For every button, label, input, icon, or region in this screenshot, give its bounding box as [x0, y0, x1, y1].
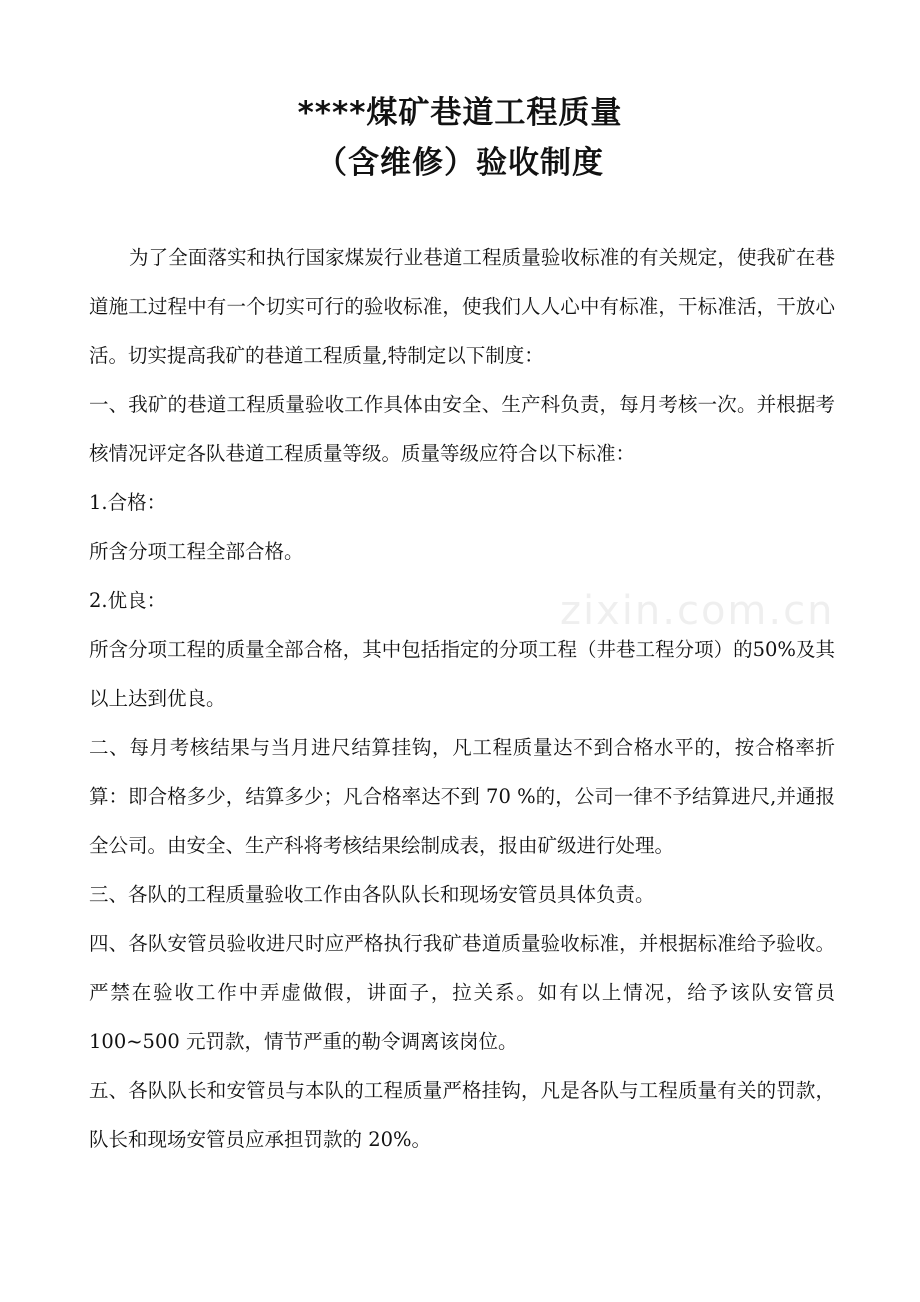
grade-excellent-heading: 2.优良：	[89, 589, 167, 612]
document-body	[89, 233, 835, 1164]
section-3-paragraph: 三、各队的工程质量验收工作由各队队长和现场安管员具体负责。	[89, 883, 655, 906]
section-4-paragraph: 四、各队安管员验收进尺时应严格执行我矿巷道质量验收标准，并根据标准给予验收。严禁在验收工作中弄虚做假，讲面子，拉关系。如有以上情况，给予该队安管员 100~500 元罚款，情节严重的勒令调离该岗位。	[89, 932, 835, 1053]
grade-qualified-heading: 1.合格：	[89, 491, 167, 514]
grade-qualified-text: 所含分项工程全部合格。	[89, 540, 304, 563]
section-1-paragraph: 一、我矿的巷道工程质量验收工作具体由安全、生产科负责，每月考核一次。并根据考核情况评定各队巷道工程质量等级。质量等级应符合以下标准：	[89, 393, 835, 465]
section-5-paragraph: 五、各队队长和安管员与本队的工程质量严格挂钩，凡是各队与工程质量有关的罚款，队长和现场安管员应承担罚款的 20%。	[89, 1079, 835, 1151]
document-title-line-2: （含维修）验收制度	[316, 145, 604, 181]
intro-paragraph: 为了全面落实和执行国家煤炭行业巷道工程质量验收标准的有关规定，使我矿在巷道施工过程中有一个切实可行的验收标准，使我们人人心中有标准，干标准活，干放心活。切实提高我矿的巷道工程质量,特制定以下制度：	[89, 246, 835, 367]
document-title-line-1: ****煤矿巷道工程质量	[297, 95, 623, 131]
watermark: zixin.com.cn	[560, 588, 835, 634]
section-2-paragraph: 二、每月考核结果与当月进尺结算挂钩，凡工程质量达不到合格水平的，按合格率折算：即合格多少，结算多少；凡合格率达不到 70 %的，公司一律不予结算进尺,并通报全公司。由安全、生产科将考核结果绘制成表，报由矿级进行处理。	[89, 736, 835, 857]
grade-excellent-text: 所含分项工程的质量全部合格，其中包括指定的分项工程（井巷工程分项）的50%及其以上达到优良。	[89, 638, 835, 710]
